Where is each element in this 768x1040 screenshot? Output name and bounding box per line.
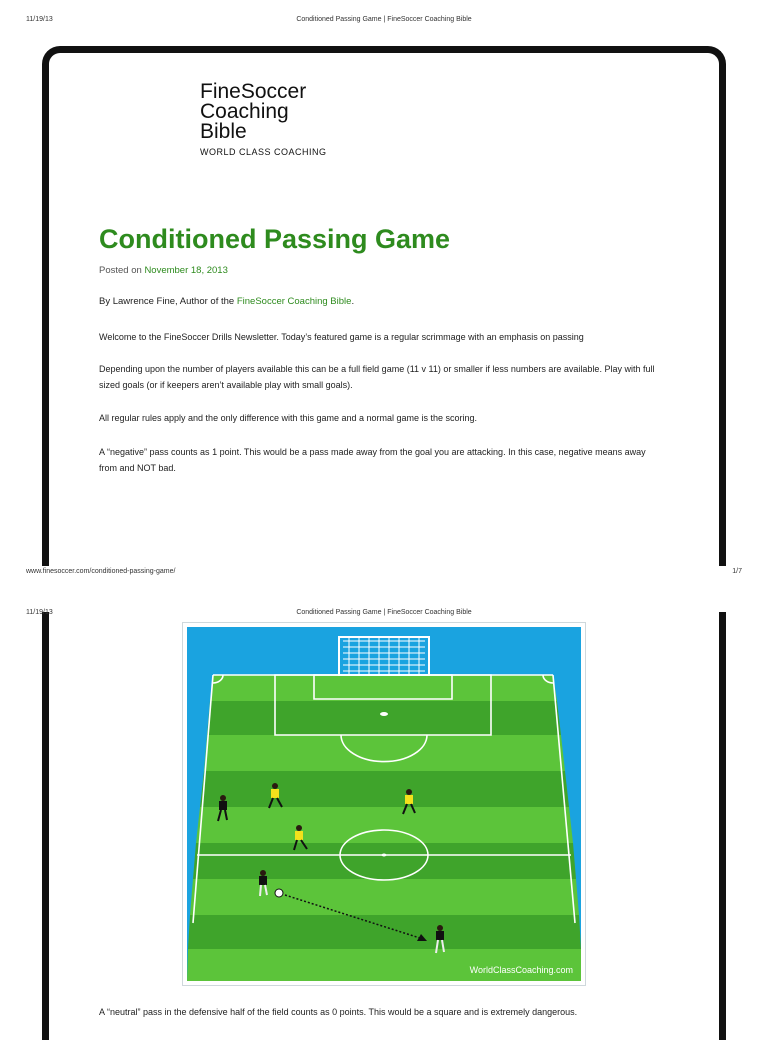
page-number: 1/7 xyxy=(732,568,742,575)
paragraph-intro: Welcome to the FineSoccer Drills Newsletter. Today’s featured game is a regular scrimmage with an emphasis on passing xyxy=(99,332,584,342)
paragraph-rules: All regular rules apply and the only difference with this game and a normal game is the scoring. xyxy=(99,413,478,423)
logo-line: FineSoccer xyxy=(200,80,307,103)
posted-prefix: Posted on xyxy=(99,265,142,276)
site-logo[interactable] xyxy=(200,82,306,142)
posted-date-link[interactable]: November 18, 2013 xyxy=(144,265,228,276)
print-title: Conditioned Passing Game | FineSoccer Coaching Bible xyxy=(296,16,472,23)
posted-on xyxy=(99,265,228,276)
grass-stripe xyxy=(207,701,561,735)
byline xyxy=(99,294,661,310)
soccer-diagram xyxy=(182,622,586,986)
paragraph-neutral-pass: A “neutral” pass in the defensive half of the field counts as 0 points. This would be a square and is extremely dangerous. xyxy=(99,1007,578,1017)
grass-stripe xyxy=(196,807,573,843)
byline-prefix: By Lawrence Fine, Author of the xyxy=(99,296,235,307)
grass-stripe xyxy=(190,879,579,915)
penalty-spot xyxy=(380,712,388,716)
logo-line: Bible xyxy=(200,120,247,143)
article-title: Conditioned Passing Game xyxy=(99,224,451,254)
byline-suffix: . xyxy=(351,296,355,307)
grass-stripe xyxy=(204,735,565,771)
paragraph-players: Depending upon the number of players available this can be a full field game (11 v 11) or smaller if less numbers are available. Play with full sized goals (or if keepers aren’t available play with small goals). xyxy=(99,364,655,390)
grass-stripe xyxy=(188,915,581,949)
print-date: 11/19/13 xyxy=(26,16,53,23)
grass-stripe xyxy=(210,675,557,701)
site-tagline: WORLD CLASS COACHING xyxy=(200,147,327,157)
soccer-ball xyxy=(275,889,283,897)
grass-stripe xyxy=(193,843,576,879)
paragraph-negative-pass: A “negative” pass counts as 1 point. This would be a pass made away from the goal you are attacking. In this case, negative means away from and NOT bad. xyxy=(99,447,646,473)
book-link[interactable]: FineSoccer Coaching Bible xyxy=(236,296,352,307)
pitch-illustration xyxy=(183,623,585,985)
logo-line: Coaching xyxy=(200,100,289,123)
watermark: WorldClassCoaching.com xyxy=(469,965,573,975)
center-spot xyxy=(382,854,387,857)
print-title: Conditioned Passing Game | FineSoccer Coaching Bible xyxy=(296,609,472,616)
print-date: 11/19/13 xyxy=(26,609,53,616)
grass-stripe xyxy=(200,771,569,807)
print-url: www.finesoccer.com/conditioned-passing-game/ xyxy=(26,568,176,575)
